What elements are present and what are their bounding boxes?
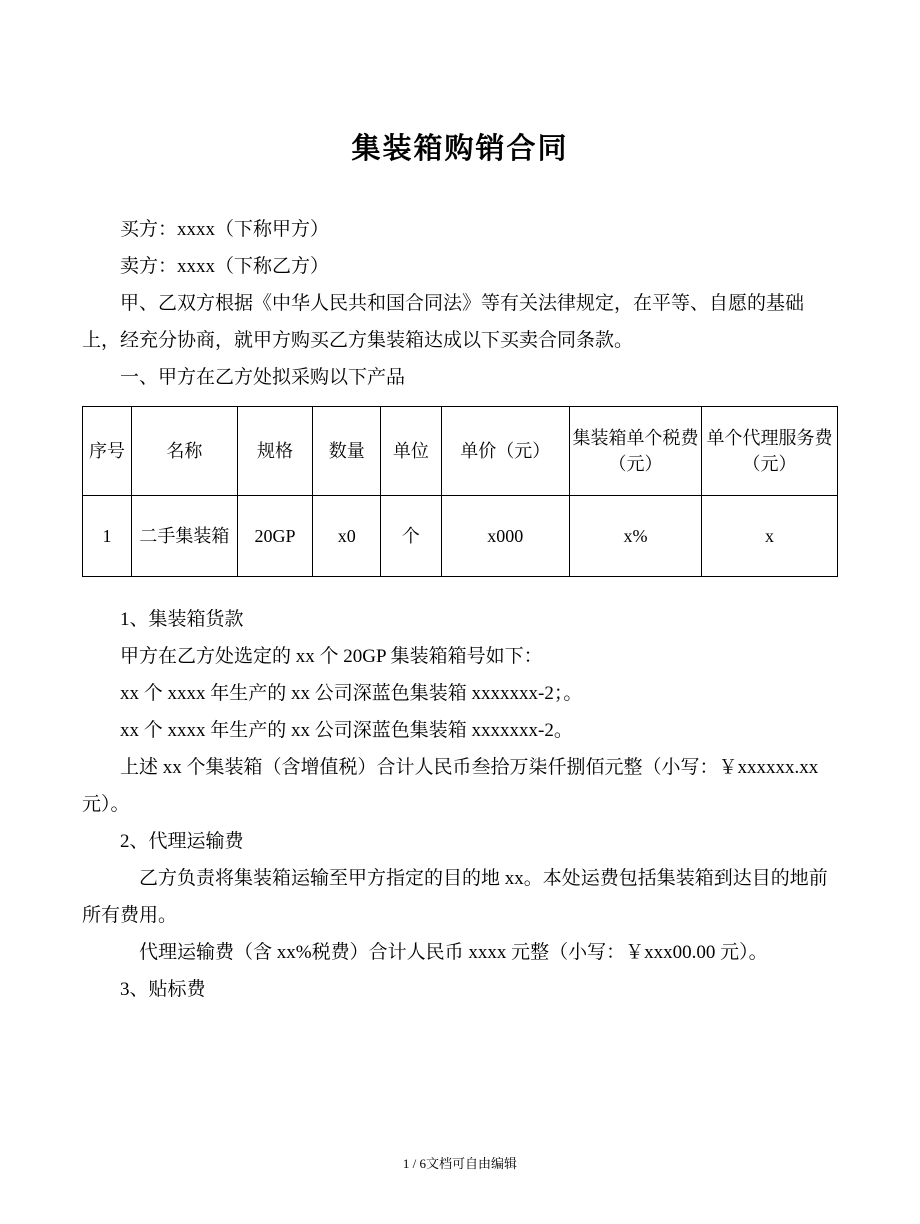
clause-2-heading: 2、代理运输费 [120, 831, 244, 852]
table-header-cell-service-fee: 单个代理服务费（元） [702, 407, 838, 496]
table-cell-qty: x0 [313, 496, 381, 577]
clause-1-line-3: xx 个 xxxx 年生产的 xx 公司深蓝色集装箱 xxxxxxx-2。 [120, 720, 573, 741]
table-header-cell-tax: 集装箱单个税费（元） [569, 407, 701, 496]
table-cell-name: 二手集装箱 [132, 496, 238, 577]
table-row [83, 496, 838, 577]
table-cell-price: x000 [441, 496, 569, 577]
page-footer [0, 1153, 920, 1172]
clause-2-total: 代理运输费（含 xx%税费）合计人民币 xxxx 元整（小写：￥xxx00.00 元）。 [139, 942, 768, 963]
clause-1-line-2: xx 个 xxxx 年生产的 xx 公司深蓝色集装箱 xxxxxxx-2；。 [120, 683, 583, 704]
clauses-block [82, 601, 838, 1008]
page-title: 集装箱购销合同 [351, 133, 569, 165]
clause-1-total: 上述 xx 个集装箱（含增值税）合计人民币叁拾万柒仟捌佰元整（小写：￥xxxxxx.xx 元）。 [82, 757, 824, 815]
table-cell-tax: x% [569, 496, 701, 577]
table-header-cell-seq: 序号 [83, 407, 132, 496]
table-header-cell-spec: 规格 [237, 407, 313, 496]
clause-1-line-1: 甲方在乙方处选定的 xx 个 20GP 集装箱箱号如下： [120, 646, 543, 667]
table-header-cell-name: 名称 [132, 407, 238, 496]
clause-1-heading: 1、集装箱货款 [120, 609, 244, 630]
clause-2-body: 乙方负责将集装箱运输至甲方指定的目的地 xx。本处运费包括集装箱到达目的地前所有费用。 [82, 868, 828, 926]
goods-table [82, 406, 838, 577]
table-header-cell-price: 单价（元） [441, 407, 569, 496]
table-cell-seq: 1 [83, 496, 132, 577]
footer-note: 文档可自由编辑 [426, 1156, 518, 1171]
clause-3-heading: 3、贴标费 [120, 979, 206, 1000]
intro-paragraph-legal: 甲、乙双方根据《中华人民共和国合同法》等有关法律规定，在平等、自愿的基础上，经充分协商，就甲方购买乙方集装箱达成以下买卖合同条款。 [82, 293, 805, 351]
table-cell-service-fee: x [702, 496, 838, 577]
page-number: 1 / 6 [402, 1156, 427, 1171]
table-header-cell-qty: 数量 [313, 407, 381, 496]
intro-line-buyer: 买方：xxxx（下称甲方） [120, 219, 330, 240]
table-cell-unit: 个 [381, 496, 441, 577]
table-cell-spec: 20GP [237, 496, 313, 577]
section-heading-one: 一、甲方在乙方处拟采购以下产品 [120, 367, 406, 388]
table-header-row [83, 407, 838, 496]
table-header-cell-unit: 单位 [381, 407, 441, 496]
intro-line-seller: 卖方：xxxx（下称乙方） [120, 256, 330, 277]
intro-block [82, 211, 838, 396]
